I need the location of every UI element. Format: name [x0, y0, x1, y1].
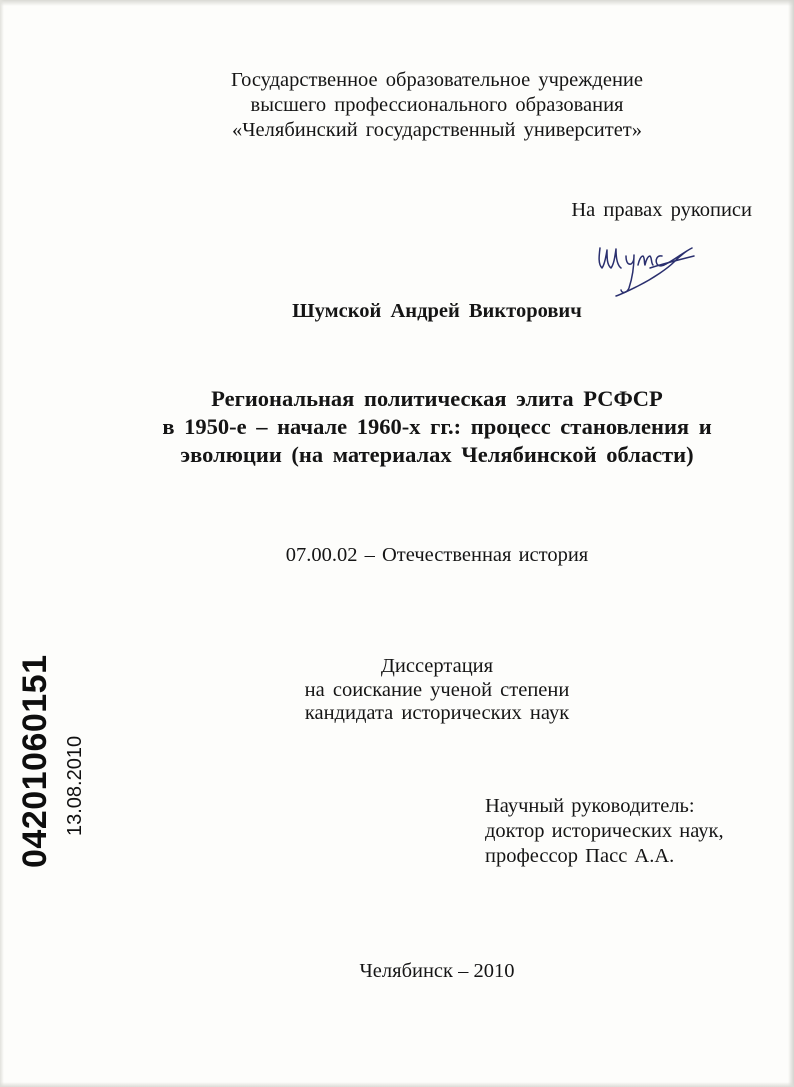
title-line: в 1950-е – начале 1960-х гг.: процесс становления и	[162, 414, 712, 439]
dissertation-title	[0, 385, 794, 469]
degree-line: Диссертация	[380, 655, 494, 677]
degree-block	[0, 655, 794, 726]
degree-line: кандидата исторических наук	[304, 702, 570, 724]
author-name: Шумской Андрей Викторович	[292, 300, 582, 322]
institution-line: Государственное образовательное учреждение	[231, 69, 643, 91]
supervisor-line: Научный руководитель:	[485, 795, 695, 817]
supervisor-line: профессор Пасс А.А.	[485, 845, 675, 867]
supervisor-block	[485, 794, 724, 869]
degree-line: на соискание ученой степени	[304, 678, 570, 701]
institution-line: высшего профессионального образования	[250, 94, 624, 116]
specialty-code: 07.00.02 – Отечественная история	[285, 544, 589, 566]
scan-edge-bottom	[0, 1082, 794, 1087]
library-stamp-code: 04201060151	[16, 654, 54, 868]
manuscript-note: На правах рукописи	[571, 199, 752, 221]
title-line: эволюции (на материалах Челябинской области)	[180, 442, 694, 467]
city-year: Челябинск – 2010	[359, 960, 515, 982]
handwritten-signature	[588, 238, 698, 300]
scan-edge-top	[0, 0, 794, 6]
institution-line: «Челябинский государственный университет»	[231, 119, 642, 141]
institution-header	[0, 68, 794, 143]
supervisor-line: доктор исторических наук,	[485, 820, 724, 842]
library-stamp-date: 13.08.2010	[64, 735, 86, 836]
title-line: Региональная политическая элита РСФСР	[211, 386, 663, 411]
